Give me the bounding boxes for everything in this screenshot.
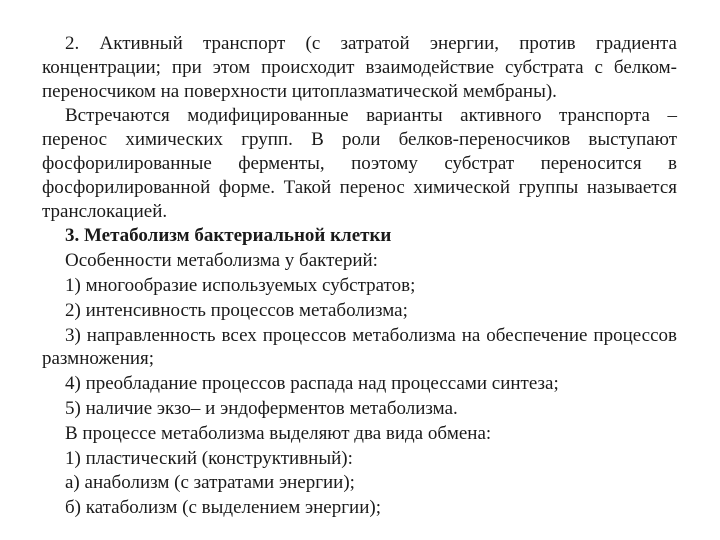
section-heading-metabolism: 3. Метаболизм бактериальной клетки — [65, 225, 392, 247]
paragraph-metabolism-features-intro: Особенности метаболизма у бактерий: — [65, 250, 378, 272]
list-item-catabolism: б) катаболизм (с выделением энергии); — [65, 497, 381, 519]
list-item-plastic-exchange: 1) пластический (конструктивный): — [65, 447, 353, 469]
list-item-reproduction: 3) направленность всех процессов метаболизма на обеспечение процессов размножения; — [42, 324, 677, 370]
list-item-decay-over-synthesis: 4) преобладание процессов распада над процессами синтеза; — [65, 373, 559, 395]
list-item-enzymes: 5) наличие экзо– и эндоферментов метаболизма. — [65, 397, 458, 419]
paragraph-translocation: Встречаются модифицированные варианты активного транспорта – перенос химических групп. В роли белков-переносчиков выступают фосфорилированные ферменты, поэтому субстрат переносится в фосфорилированной форме. Такой перенос химической группы называется транслокацией. — [42, 105, 677, 222]
list-item-anabolism: а) анаболизм (с затратами энергии); — [65, 472, 355, 494]
paragraph-exchange-types-intro: В процессе метаболизма выделяют два вида обмена: — [65, 422, 492, 444]
list-item-substrates: 1) многообразие используемых субстратов; — [65, 274, 416, 296]
document-page — [42, 32, 677, 521]
paragraph-active-transport: 2. Активный транспорт (с затратой энергии, против градиента концентрации; при этом происходит взаимодействие субстрата с белком-переносчиком на поверхности цитоплазматической мембраны). — [42, 33, 677, 102]
list-item-intensity: 2) интенсивность процессов метаболизма; — [65, 299, 408, 321]
